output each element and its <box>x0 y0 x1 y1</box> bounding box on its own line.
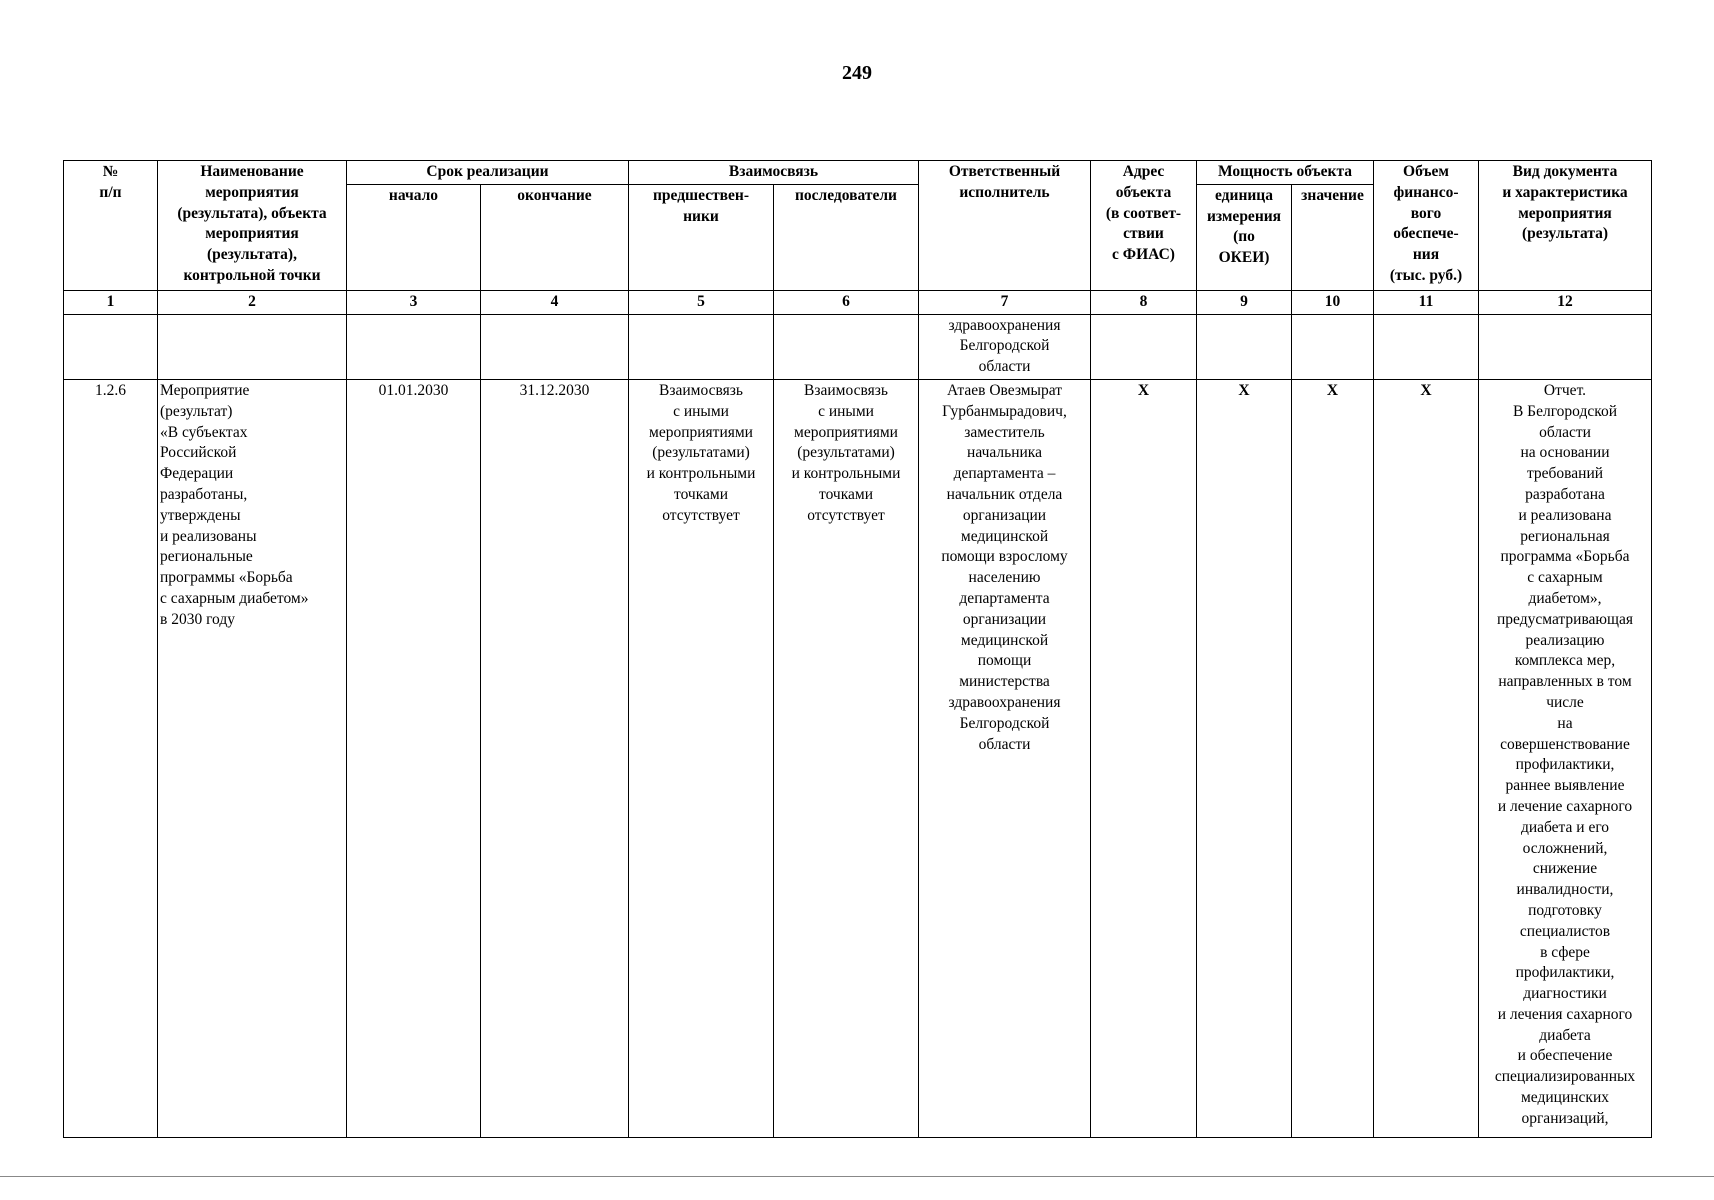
cell-finance <box>1374 314 1479 379</box>
cell-start: 01.01.2030 <box>347 379 481 1137</box>
header-capacity: Мощность объекта <box>1197 161 1374 185</box>
header-finance: Объем финансо- вого обеспече- ния (тыс. руб.) <box>1374 161 1479 291</box>
cell-num <box>64 314 158 379</box>
header-address: Адрес объекта (в соответ- ствии с ФИАС) <box>1091 161 1197 291</box>
col-number: 8 <box>1091 290 1197 314</box>
col-number: 10 <box>1292 290 1374 314</box>
cell-value <box>1292 314 1374 379</box>
cell-succ <box>774 314 919 379</box>
col-number: 1 <box>64 290 158 314</box>
cell-responsible: здравоохранения Белгородской области <box>919 314 1091 379</box>
header-relation-pred: предшествен- ники <box>629 184 774 290</box>
header-doc: Вид документа и характеристика мероприятия (результата) <box>1479 161 1652 291</box>
header-capacity-unit: единица измерения (по ОКЕИ) <box>1197 184 1292 290</box>
cell-doc <box>1479 314 1652 379</box>
activities-table <box>63 160 1652 1138</box>
header-capacity-value: значение <box>1292 184 1374 290</box>
table-row <box>64 379 1652 1137</box>
header-term: Срок реализации <box>347 161 629 185</box>
cell-unit <box>1197 314 1292 379</box>
cell-value: X <box>1292 379 1374 1137</box>
cell-start <box>347 314 481 379</box>
page-number: 249 <box>842 62 872 84</box>
cell-end <box>481 314 629 379</box>
col-number: 4 <box>481 290 629 314</box>
col-number: 9 <box>1197 290 1292 314</box>
cell-finance: X <box>1374 379 1479 1137</box>
cell-pred <box>629 314 774 379</box>
table-row <box>64 314 1652 379</box>
cell-name: Мероприятие (результат) «В субъектах Российской Федерации разработаны, утверждены и реализованы региональные программы «Борьба с сахарным диабетом» в 2030 году <box>158 379 347 1137</box>
col-number: 2 <box>158 290 347 314</box>
cell-end: 31.12.2030 <box>481 379 629 1137</box>
cell-succ: Взаимосвязь с иными мероприятиями (результатами) и контрольными точками отсутствует <box>774 379 919 1137</box>
col-number: 12 <box>1479 290 1652 314</box>
cell-name <box>158 314 347 379</box>
cell-num: 1.2.6 <box>64 379 158 1137</box>
header-term-end: окончание <box>481 184 629 290</box>
header-relation: Взаимосвязь <box>629 161 919 185</box>
column-numbers-row <box>64 290 1652 314</box>
col-number: 3 <box>347 290 481 314</box>
header-name: Наименование мероприятия (результата), объекта мероприятия (результата), контрольной точки <box>158 161 347 291</box>
col-number: 7 <box>919 290 1091 314</box>
cell-address <box>1091 314 1197 379</box>
header-term-start: начало <box>347 184 481 290</box>
cell-address: X <box>1091 379 1197 1137</box>
cell-responsible: Атаев Овезмырат Гурбанмырадович, заместитель начальника департамента – начальник отдела организации медицинской помощи взрослому населению департамента организации медицинской помощи министерства здравоохранения Белгородской области <box>919 379 1091 1137</box>
cell-pred: Взаимосвязь с иными мероприятиями (результатами) и контрольными точками отсутствует <box>629 379 774 1137</box>
cell-unit: X <box>1197 379 1292 1137</box>
header-responsible: Ответственный исполнитель <box>919 161 1091 291</box>
col-number: 6 <box>774 290 919 314</box>
scan-edge-line <box>0 1176 1714 1177</box>
cell-doc: Отчет. В Белгородской области на основании требований разработана и реализована региональная программа «Борьба с сахарным диабетом», предусматривающая реализацию комплекса мер, направленных в том числе на совершенствование профилактики, раннее выявление и лечение сахарного диабета и его осложнений, снижение инвалидности, подготовку специалистов в сфере профилактики, диагностики и лечения сахарного диабета и обеспечение специализированных медицинских организаций, <box>1479 379 1652 1137</box>
col-number: 11 <box>1374 290 1479 314</box>
col-number: 5 <box>629 290 774 314</box>
header-num: № п/п <box>64 161 158 291</box>
header-relation-succ: последователи <box>774 184 919 290</box>
